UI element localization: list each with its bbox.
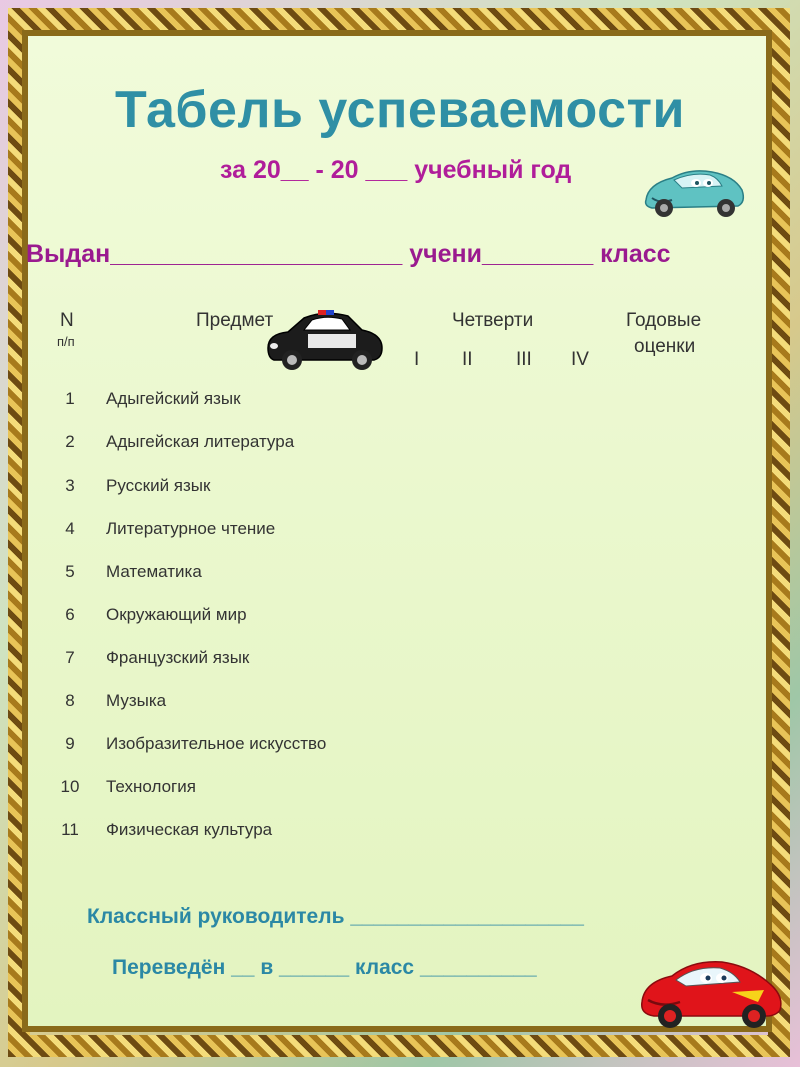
row-number: 4 (65, 519, 75, 538)
quarter-3-header: III (516, 349, 532, 370)
row-number: 1 (65, 389, 75, 408)
row-subject: Адыгейский язык (106, 389, 241, 408)
red-race-car-icon (636, 950, 788, 1036)
row-number: 10 (60, 777, 80, 796)
row-number: 8 (65, 691, 75, 710)
row-number: 3 (65, 476, 75, 495)
row-subject: Литературное чтение (106, 519, 276, 538)
quarter-2-header: II (462, 349, 473, 370)
page-title: Табель успеваемости (115, 81, 685, 139)
quarter-1-header: I (414, 349, 420, 370)
teal-car-icon (638, 160, 748, 224)
row-number: 9 (65, 734, 75, 753)
row-number: 6 (65, 605, 75, 624)
column-quarters-header: Четверти (452, 310, 534, 331)
row-subject: Французский язык (106, 648, 250, 667)
class-teacher-line: Классный руководитель ____________________ (87, 905, 584, 928)
row-number: 11 (61, 820, 79, 839)
row-subject: Физическая культура (106, 820, 273, 839)
column-number-header: N (60, 310, 74, 331)
row-subject: Русский язык (106, 476, 211, 495)
row-subject: Математика (106, 562, 202, 581)
row-number: 2 (65, 432, 75, 451)
school-year-line: за 20__ - 20 ___ учебный год (220, 156, 572, 184)
issued-to-line: Выдан_____________________ учени________ класс (26, 240, 671, 268)
row-number: 5 (65, 562, 75, 581)
quarter-4-header: IV (571, 349, 589, 370)
transfer-line: Переведён __ в ______ класс __________ (112, 956, 537, 979)
column-number-subheader: п/п (57, 334, 75, 349)
police-car-icon (264, 304, 386, 376)
row-subject: Музыка (106, 691, 167, 710)
column-subject-header: Предмет (196, 310, 274, 331)
column-annual-header-line2: оценки (634, 336, 696, 357)
row-subject: Адыгейская литература (106, 432, 295, 451)
column-annual-header-line1: Годовые (626, 310, 702, 331)
row-number: 7 (65, 648, 75, 667)
row-subject: Окружающий мир (106, 605, 247, 624)
row-subject: Технология (106, 777, 196, 796)
row-subject: Изобразительное искусство (106, 734, 327, 753)
